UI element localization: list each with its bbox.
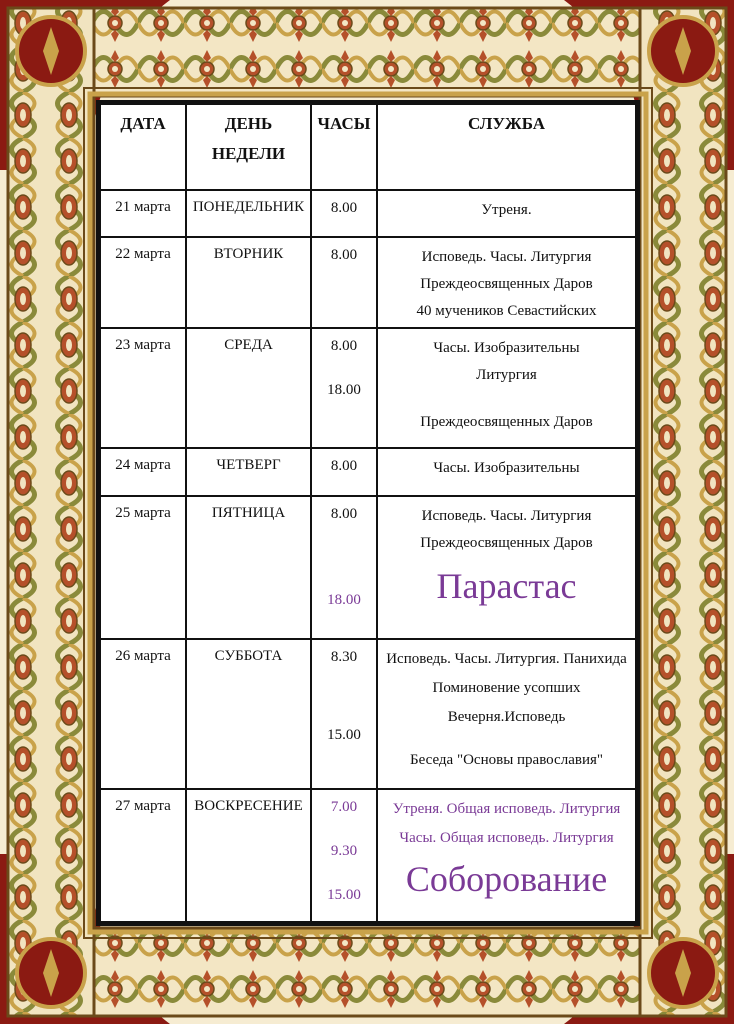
- date-cell: 25 марта: [100, 496, 186, 639]
- table-row: [100, 639, 636, 789]
- table-row: [100, 190, 636, 237]
- day-cell: СРЕДА: [186, 328, 311, 448]
- service-cell: [377, 639, 636, 789]
- date-cell: 27 марта: [100, 789, 186, 922]
- service-line: Часы. Общая исповедь. Литургия: [399, 830, 614, 846]
- day-cell: ВОСКРЕСЕНИЕ: [186, 789, 311, 922]
- day-cell: ЧЕТВЕРГ: [186, 448, 311, 496]
- service-line: Исповедь. Часы. Литургия: [421, 249, 592, 265]
- service-highlight: Парастас: [436, 566, 577, 606]
- day-cell: ВТОРНИК: [186, 237, 311, 328]
- day-cell: ПЯТНИЦА: [186, 496, 311, 639]
- hour: 8.00: [330, 338, 358, 354]
- service-cell: [377, 789, 636, 922]
- service-line: Преждеосвященных Даров: [420, 276, 593, 292]
- hour: 9.30: [330, 843, 358, 859]
- schedule-table: [99, 103, 637, 923]
- hour: 15.00: [327, 727, 361, 743]
- service-line: Литургия: [476, 367, 537, 383]
- service-line: Вечерня.Исповедь: [447, 709, 566, 725]
- date-cell: 23 марта: [100, 328, 186, 448]
- service-cell: [377, 448, 636, 496]
- hour: 8.30: [330, 649, 358, 665]
- hours-cell: [311, 448, 377, 496]
- hour: 18.00: [327, 382, 361, 398]
- service-cell: [377, 237, 636, 328]
- table-row: [100, 448, 636, 496]
- header-day: ДЕНЬ НЕДЕЛИ: [186, 104, 311, 190]
- hours-cell: [311, 789, 377, 922]
- header-service: СЛУЖБА: [377, 104, 636, 190]
- table-row: [100, 237, 636, 328]
- service-line: Исповедь. Часы. Литургия. Панихида: [386, 651, 627, 667]
- hours-cell: [311, 496, 377, 639]
- table-row: [100, 328, 636, 448]
- date-cell: 22 марта: [100, 237, 186, 328]
- service-cell: [377, 496, 636, 639]
- service-line: Преждеосвященных Даров: [420, 414, 593, 430]
- service-line: Утреня. Общая исповедь. Литургия: [392, 801, 621, 817]
- service-line: Утреня.: [481, 202, 532, 218]
- hours-cell: [311, 190, 377, 237]
- day-cell: СУББОТА: [186, 639, 311, 789]
- hour: 8.00: [330, 247, 358, 263]
- hours-cell: [311, 237, 377, 328]
- day-cell: ПОНЕДЕЛЬНИК: [186, 190, 311, 237]
- hour: 15.00: [327, 887, 361, 903]
- header-row: [100, 104, 636, 190]
- service-cell: [377, 190, 636, 237]
- date-cell: 26 марта: [100, 639, 186, 789]
- service-line: Часы. Изобразительны: [433, 340, 580, 356]
- service-line: Поминовение усопших: [432, 680, 581, 696]
- service-line: Часы. Изобразительны: [433, 460, 580, 476]
- hour: 8.00: [330, 506, 358, 522]
- service-line: Беседа "Основы православия": [409, 752, 603, 768]
- service-highlight: Соборование: [405, 859, 608, 899]
- table-row: [100, 496, 636, 639]
- date-cell: 24 марта: [100, 448, 186, 496]
- table-row: [100, 789, 636, 922]
- service-cell: [377, 328, 636, 448]
- hour: 8.00: [330, 458, 358, 474]
- hour: 18.00: [327, 592, 361, 608]
- header-date: ДАТА: [100, 104, 186, 190]
- service-line: Исповедь. Часы. Литургия: [421, 508, 592, 524]
- hours-cell: [311, 328, 377, 448]
- service-line: Преждеосвященных Даров: [420, 535, 593, 551]
- hours-cell: [311, 639, 377, 789]
- hour: 8.00: [330, 200, 358, 216]
- service-line: 40 мучеников Севастийских: [416, 303, 597, 319]
- schedule-sheet: [96, 100, 640, 926]
- date-cell: 21 марта: [100, 190, 186, 237]
- header-hours: ЧАСЫ: [311, 104, 377, 190]
- hour: 7.00: [330, 799, 358, 815]
